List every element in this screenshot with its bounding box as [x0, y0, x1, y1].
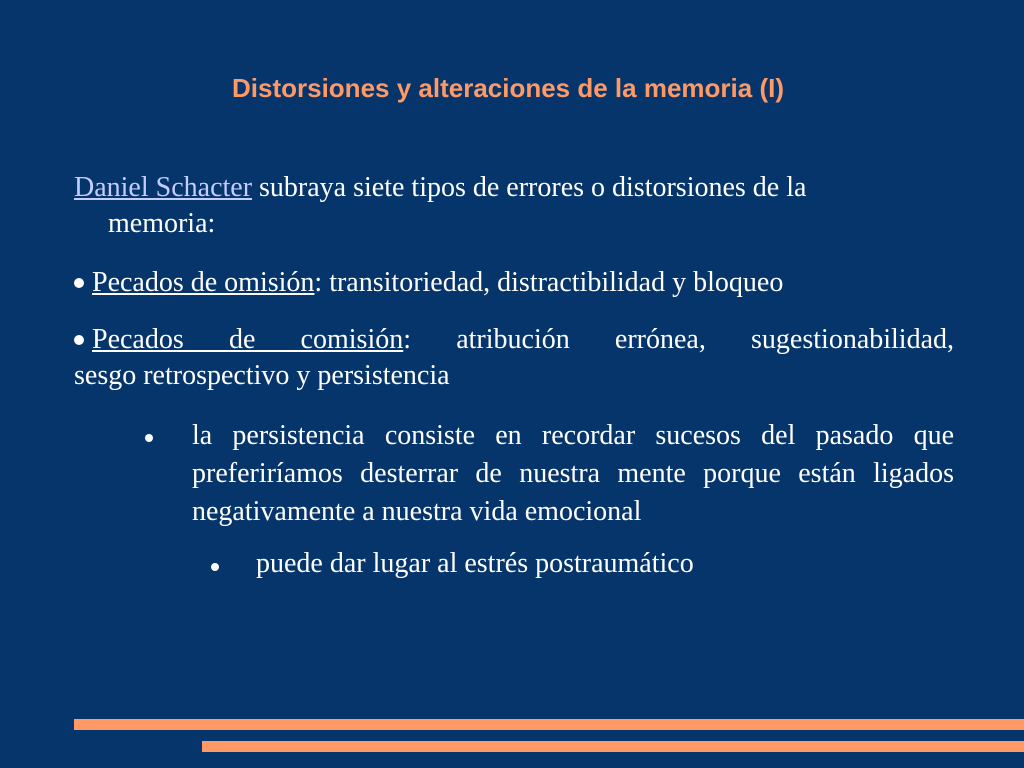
intro-text-line2: memoria:	[108, 208, 216, 239]
bullet-commission	[74, 322, 954, 394]
intro-paragraph	[74, 170, 954, 242]
bullet-omission	[74, 265, 954, 301]
bullet-dot-icon	[74, 335, 84, 345]
sub-sub-bullet-dot-icon	[211, 563, 219, 571]
decorative-bar-bottom	[202, 741, 1024, 752]
bullet-commission-text-line2: sesgo retrospectivo y persistencia	[74, 360, 450, 391]
intro-text-line1: subraya siete tipos de errores o distorsiones de la	[252, 172, 807, 203]
sub-bullet-ptsd: puede dar lugar al estrés postraumático	[256, 548, 694, 579]
sub-bullet-persistence: la persistencia consiste en recordar sucesos del pasado que preferiríamos desterrar de nuestra mente porque están ligados negativamente a nuestra vida emocional	[192, 420, 954, 527]
bullet-commission-line1	[74, 322, 954, 358]
bullet-commission-text-line1: : atribución errónea, sugestionabilidad,	[403, 324, 955, 355]
slide-title: Distorsiones y alteraciones de la memoria (I)	[232, 73, 784, 103]
daniel-schacter-link[interactable]: Daniel Schacter	[74, 172, 253, 203]
decorative-bar-top	[74, 719, 1024, 730]
sub-bullet-dot-icon	[145, 434, 153, 442]
bullet-omission-heading: Pecados de omisión	[92, 267, 315, 298]
bullet-dot-icon	[74, 278, 84, 288]
bullet-commission-heading: Pecados de comisión	[92, 324, 404, 355]
bullet-omission-text: : transitoriedad, distractibilidad y bloqueo	[314, 267, 784, 298]
